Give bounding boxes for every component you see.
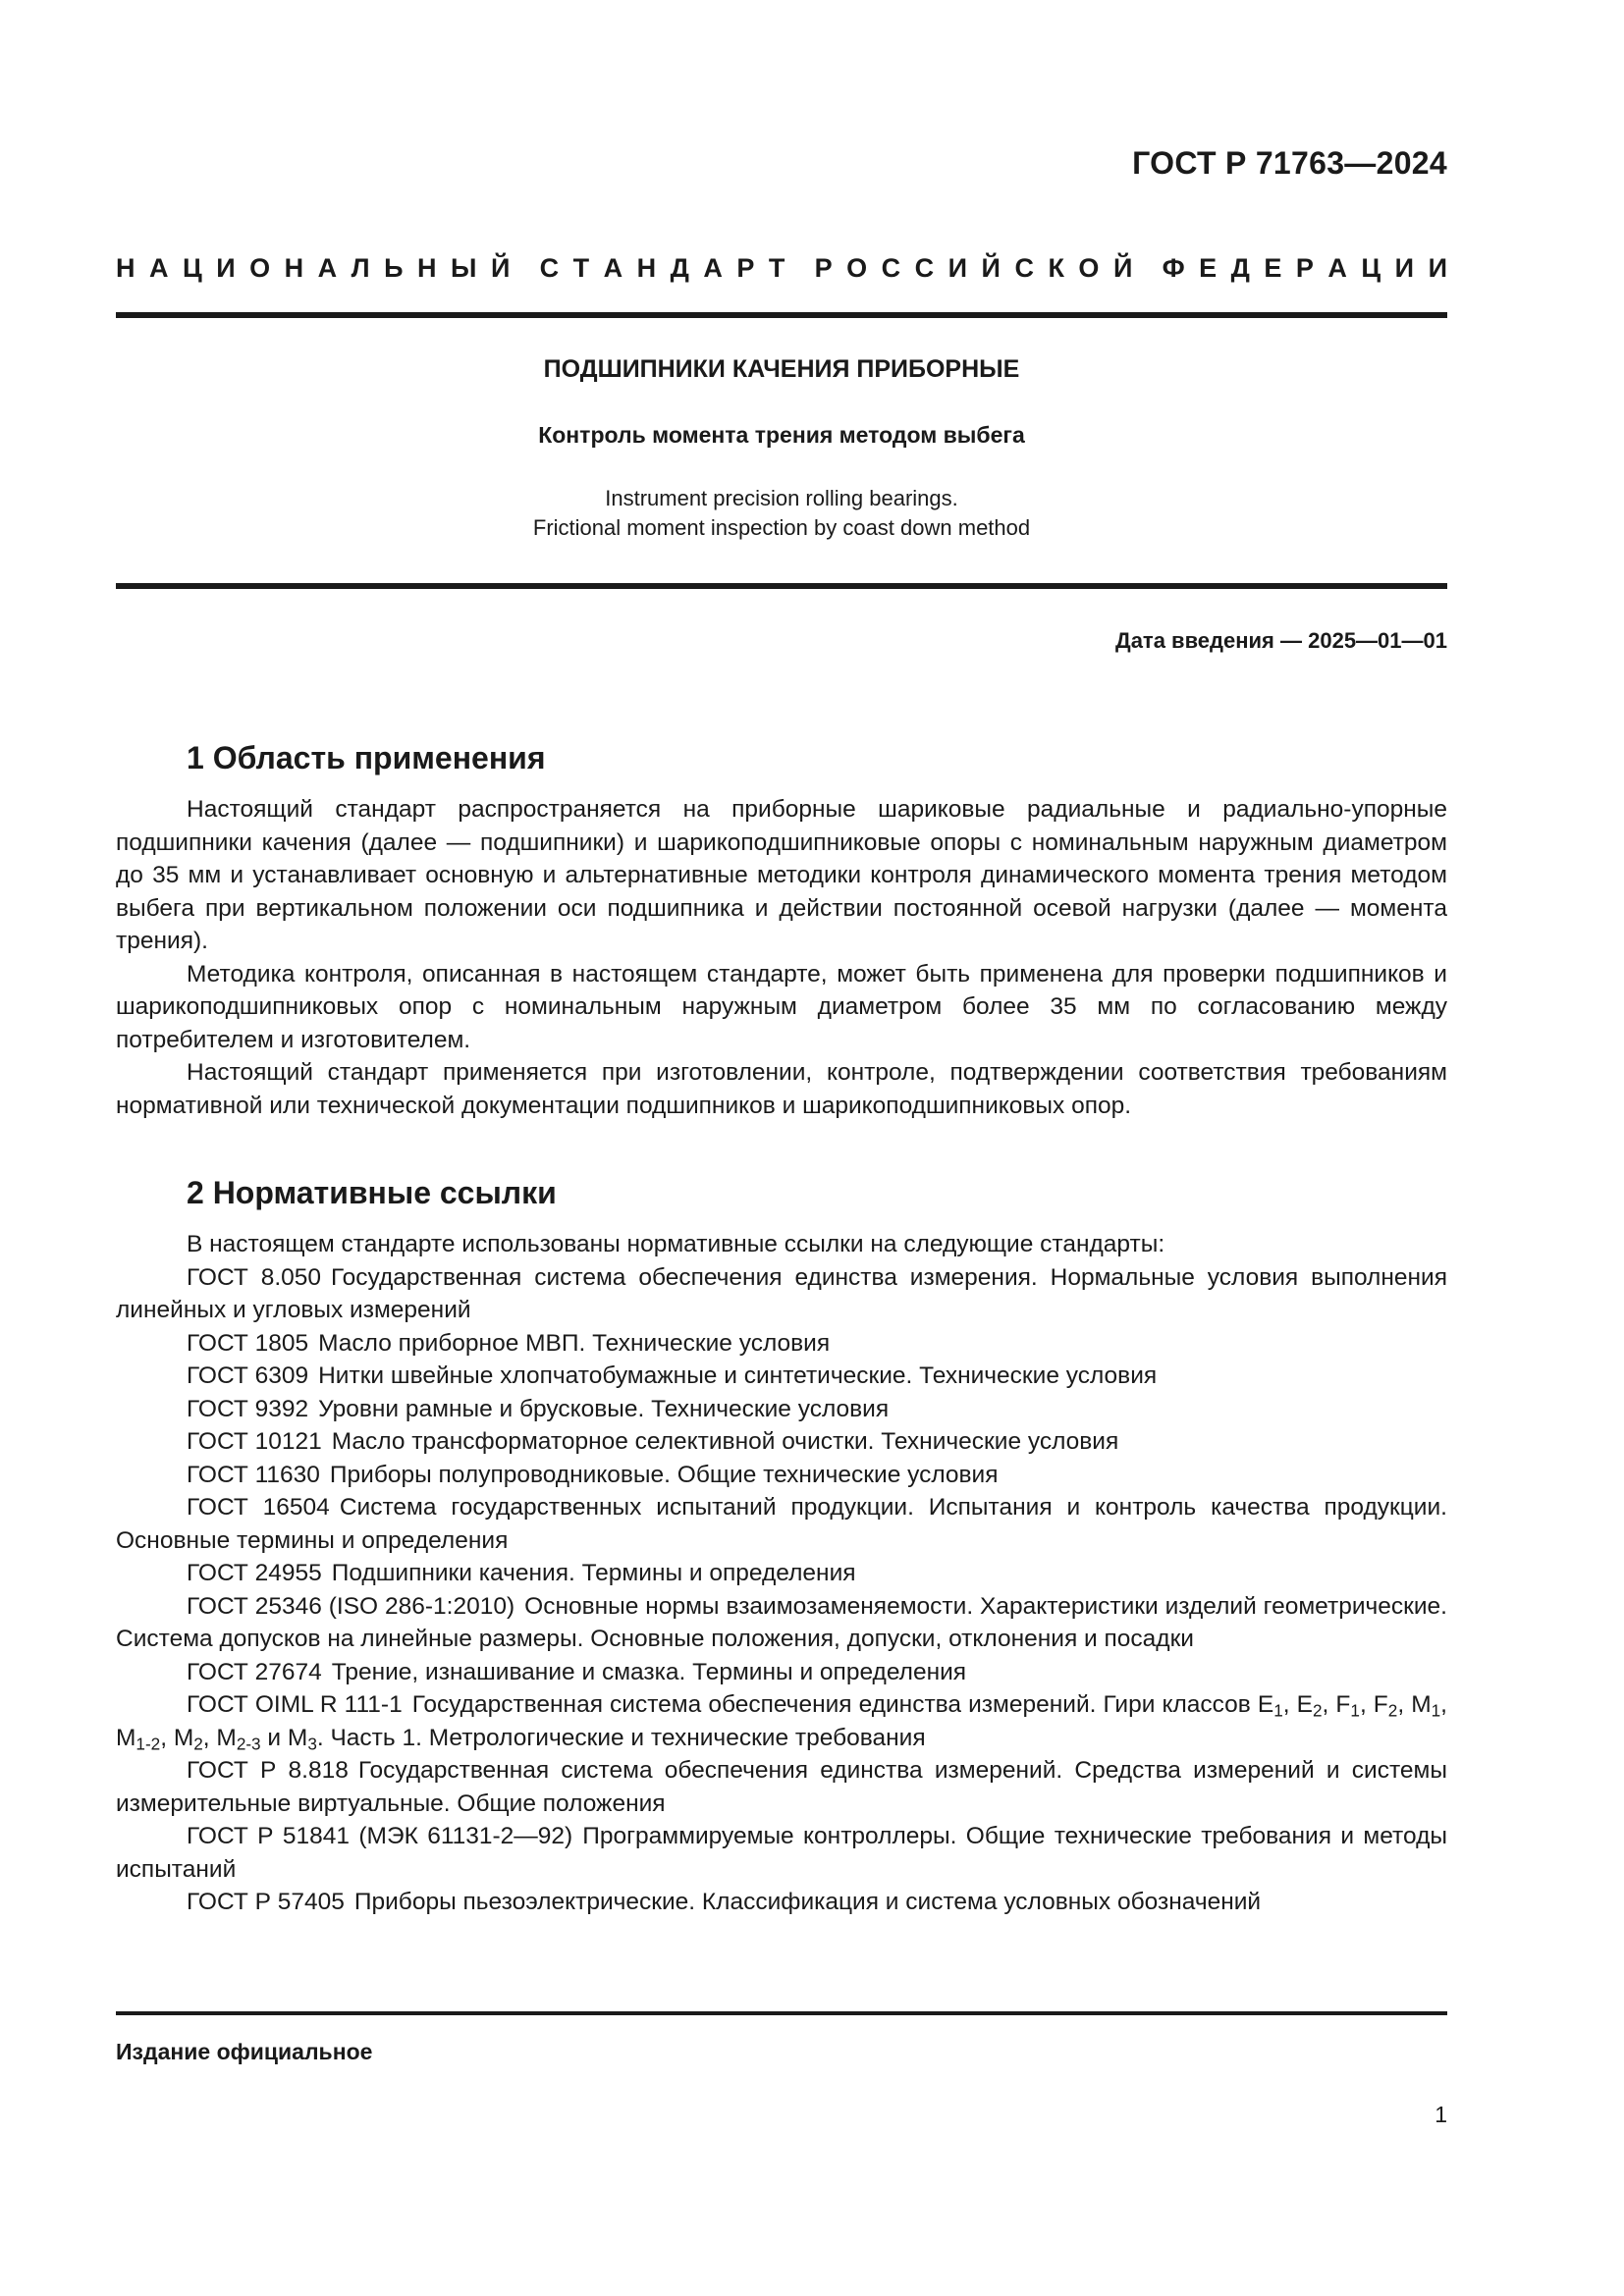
reference-code: ГОСТ 24955 — [187, 1560, 322, 1586]
reference-list-continued — [116, 1754, 1447, 1919]
banner-word: С Т А Н Д А Р Т — [539, 253, 785, 283]
english-title-line2: Frictional moment inspection by coast down method — [532, 515, 1031, 540]
reference-title: Государственная система обеспечения единства измерений. Средства измерений и системы измерительные виртуальные. Общие положения — [116, 1757, 1447, 1817]
reference-title: Приборы пьезоэлектрические. Классификация и система условных обозначений — [353, 1889, 1262, 1915]
reference-code: ГОСТ 8.050 — [187, 1263, 322, 1291]
section-heading: 2 Нормативные ссылки — [187, 1175, 557, 1210]
document-title: ПОДШИПНИКИ КАЧЕНИЯ ПРИБОРНЫЕ — [543, 355, 1020, 383]
reference-item — [116, 1886, 1447, 1919]
reference-item — [116, 1393, 1447, 1426]
paragraph: Настоящий стандарт распространяется на приборные шариковые радиальные и радиально-упорные подшипники качения (далее — подшипники) и шарикоподшипниковые опоры с номинальным наружным диаметром до 35 мм и устанавливает основную и альтернативные методики контроля динамического момента трения методом выбега при вертикальном положении оси подшипника и действии постоянной осевой нагрузки (далее — момента трения). — [116, 796, 1447, 954]
official-edition-label: Издание официальное — [116, 2039, 373, 2064]
reference-title: Приборы полупроводниковые. Общие технические условия — [329, 1461, 999, 1488]
section-normative-references — [116, 1173, 1447, 1919]
reference-title: Трение, изнашивание и смазка. Термины и определения — [331, 1658, 967, 1685]
banner-word: Н А Ц И О Н А Л Ь Н Ы Й — [116, 253, 511, 283]
document-number: ГОСТ Р 71763—2024 — [1132, 145, 1447, 181]
reference-list — [116, 1261, 1447, 1689]
reference-item — [116, 1557, 1447, 1590]
reference-title: Уровни рамные и брусковые. Технические условия — [318, 1395, 890, 1422]
reference-item — [116, 1491, 1447, 1557]
reference-item — [116, 1656, 1447, 1689]
reference-title: Масло приборное МВП. Технические условия — [318, 1329, 831, 1357]
paragraph: Методика контроля, описанная в настоящем стандарте, может быть применена для проверки подшипников и шарикоподшипниковых опор с номинальным наружным диаметром более 35 мм по согласованию между потребителем и изготовителем. — [116, 960, 1447, 1053]
reference-item — [116, 1261, 1447, 1327]
national-standard-banner — [116, 253, 1447, 284]
banner-word: Ф Е Д Е Р А Ц И И — [1162, 253, 1447, 283]
reference-title: Подшипники качения. Термины и определения — [331, 1560, 856, 1586]
reference-title: Система государственных испытаний продукции. Испытания и контроль качества продукции. Основные термины и определения — [116, 1494, 1447, 1554]
reference-code: ГОСТ 1805 — [187, 1329, 309, 1357]
reference-code: ГОСТ 25346 (ISO 286-1:2010) — [187, 1592, 515, 1620]
reference-code: ГОСТ Р 8.818 — [187, 1757, 349, 1784]
paragraph: Настоящий стандарт применяется при изготовлении, контроле, подтверждении соответствия требованиям нормативной или технической документации подшипников и шарикоподшипниковых опор. — [116, 1059, 1447, 1119]
reference-item — [116, 1360, 1447, 1393]
reference-code: ГОСТ 10121 — [187, 1428, 322, 1455]
reference-code: ГОСТ Р 57405 — [187, 1889, 345, 1915]
reference-code: ГОСТ OIML R 111-1 — [187, 1691, 403, 1718]
english-title — [116, 484, 1447, 543]
reference-title: Основные нормы взаимозаменяемости. Характеристики изделий геометрические. Система допусков на линейные размеры. Основные положения, допуски, отклонения и посадки — [116, 1592, 1447, 1652]
reference-item — [116, 1820, 1447, 1886]
reference-code: ГОСТ 16504 — [187, 1494, 330, 1521]
reference-item — [116, 1754, 1447, 1820]
top-divider — [116, 312, 1447, 318]
reference-item: ГОСТ OIML R 111-1 Государственная система обеспечения единства измерений. Гири классов $E_1$, $E_2$, $F_1$, $F_2$, $M_1$, $M_{1-2}$, $M_2$, $M_{2-3}$ и $M_3$. Часть 1. Метрологические и технические требования — [116, 1691, 1447, 1753]
reference-code: ГОСТ 9392 — [187, 1395, 309, 1422]
reference-code: ГОСТ 11630 — [187, 1461, 320, 1488]
document-subtitle: Контроль момента трения методом выбега — [538, 422, 1025, 448]
introduction-date: Дата введения — 2025—01—01 — [1115, 628, 1447, 653]
section-heading: 1 Область применения — [187, 740, 546, 775]
reference-title: Масло трансформаторное селективной очистки. Технические условия — [331, 1428, 1119, 1455]
reference-item — [116, 1425, 1447, 1459]
reference-title: Нитки швейные хлопчатобумажные и синтетические. Технические условия — [318, 1362, 1158, 1389]
paragraph: В настоящем стандарте использованы нормативные ссылки на следующие стандарты: — [187, 1231, 1165, 1257]
reference-code: ГОСТ 27674 — [187, 1658, 322, 1685]
reference-title: Государственная система обеспечения единства измерения. Нормальные условия выполнения линейных и угловых измерений — [116, 1263, 1447, 1323]
reference-code: ГОСТ Р 51841 (МЭК 61131-2—92) — [187, 1823, 573, 1849]
section-scope — [116, 738, 1447, 1122]
title-divider — [116, 583, 1447, 589]
reference-item — [116, 1590, 1447, 1656]
banner-word: Р О С С И Й С К О Й — [814, 253, 1133, 283]
reference-item — [116, 1459, 1447, 1492]
english-title-line1: Instrument precision rolling bearings. — [605, 486, 958, 510]
page-number: 1 — [1435, 2102, 1447, 2127]
reference-code: ГОСТ 6309 — [187, 1362, 309, 1389]
reference-item — [116, 1327, 1447, 1361]
footer-divider — [116, 2011, 1447, 2015]
reference-title: Программируемые контроллеры. Общие технические требования и методы испытаний — [116, 1823, 1447, 1883]
